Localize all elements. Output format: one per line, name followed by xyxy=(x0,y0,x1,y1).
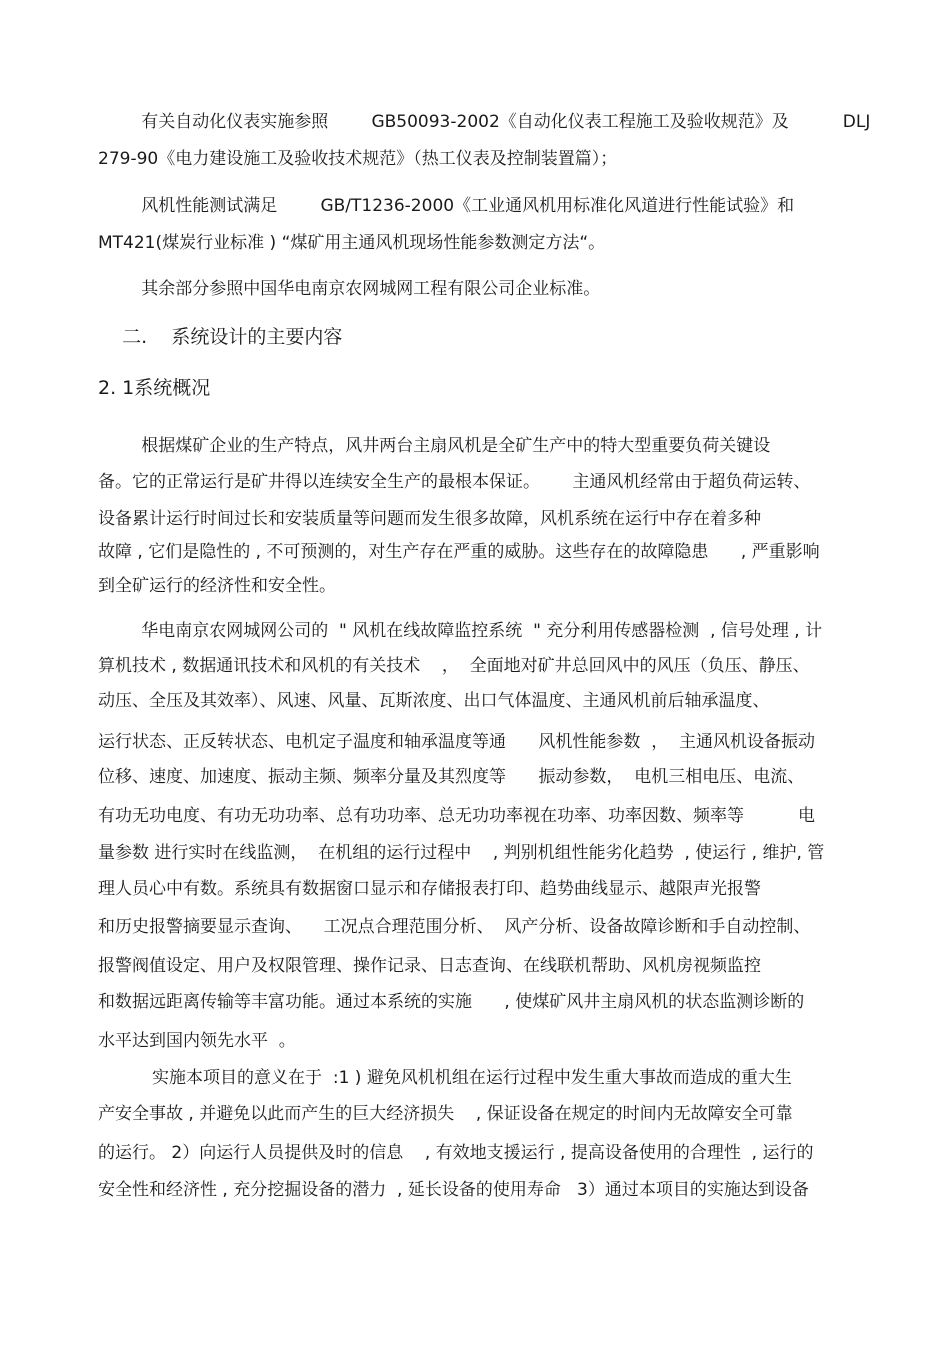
text-line: 根据煤矿企业的生产特点，风井两台主扇风机是全矿生产中的特大型重要负荷关键设 xyxy=(98,436,771,456)
text-line: 运行状态、正反转状态、电机定子温度和轴承温度等通 风机性能参数 ， 主通风机设备振动 xyxy=(98,732,816,752)
text-line: 有关自动化仪表实施参照 GB50093-2002《自动化仪表工程施工及验收规范》及 DLJ xyxy=(98,112,871,132)
text-line: 理人员心中有数。系统具有数据窗口显示和存储报表打印、趋势曲线显示、越限声光报警 xyxy=(98,879,761,899)
text-line: 位移、速度、加速度、振动主频、频率分量及其烈度等 振动参数， 电机三相电压、电流、 xyxy=(98,767,805,787)
text-line: MT421(煤炭行业标准 ) “煤矿用主通风机现场性能参数测定方法“。 xyxy=(98,233,606,253)
text-line: 279-90《电力建设施工及验收技术规范》（热工仪表及控制装置篇）； xyxy=(98,149,618,169)
text-line: 的运行。 2）向运行人员提供及时的信息 , 有效地支援运行 , 提高设备使用的合理性 , 运行的 xyxy=(98,1143,814,1163)
text-line: 实施本项目的意义在于 :1 ) 避免风机机组在运行过程中发生重大事故而造成的重大生 xyxy=(98,1068,792,1088)
text-line: 和历史报警摘要显示查询、 工况点合理范围分析、 风产分析、设备故障诊断和手自动控制、 xyxy=(98,917,811,937)
text-line: 动压、全压及其效率）、风速、风量、瓦斯浓度、出口气体温度、主通风机前后轴承温度、 xyxy=(98,691,770,711)
text-line: 和数据远距离传输等丰富功能。通过本系统的实施 , 使煤矿风井主扇风机的状态监测诊断的 xyxy=(98,992,805,1012)
text-line: 有功无功电度、有功无功功率、总有功功率、总无功功率视在功率、功率因数、频率等 电 xyxy=(98,806,816,826)
text-line: 产安全事故 , 并避免以此而产生的巨大经济损失 , 保证设备在规定的时间内无故障安全可靠 xyxy=(98,1104,793,1124)
text-line: 故障 , 它们是隐性的 , 不可预测的，对生产存在严重的威胁。这些存在的故障隐患 , 严重影响 xyxy=(98,542,820,562)
text-line: 安全性和经济性 , 充分挖掘设备的潜力 , 延长设备的使用寿命 3）通过本项目的实施达到设备 xyxy=(98,1180,809,1200)
text-line: 水平达到国内领先水平 。 xyxy=(98,1031,296,1051)
text-line: 量参数 进行实时在线监测， 在机组的运行过程中 , 判别机组性能劣化趋势 , 使运行 , 维护, 管 xyxy=(98,843,825,863)
text-line: 备。它的正常运行是矿井得以连续安全生产的最根本保证。 主通风机经常由于超负荷运转、 xyxy=(98,472,811,492)
text-line: 华电南京农网城网公司的 " 风机在线故障监控系统 " 充分利用传感器检测 , 信号处理 , 计 xyxy=(98,621,823,641)
text-line: 风机性能测试满足 GB/T1236-2000《工业通风机用标准化风道进行性能试验》和 xyxy=(98,196,795,216)
text-line: 设备累计运行时间过长和安装质量等问题而发生很多故障，风机系统在运行中存在着多种 xyxy=(98,509,761,529)
section-heading: 二. 系统设计的主要内容 xyxy=(98,326,343,348)
text-line: 报警阀值设定、用户及权限管理、操作记录、日志查询、在线联机帮助、风机房视频监控 xyxy=(98,956,761,976)
text-line: 其余部分参照中国华电南京农网城网工程有限公司企业标准。 xyxy=(98,279,601,299)
text-line: 到全矿运行的经济性和安全性。 xyxy=(98,576,336,596)
text-line: 算机技术 , 数据通讯技术和风机的有关技术 ， 全面地对矿井总回风中的风压（负压、静压、 xyxy=(98,656,810,676)
subsection-heading: 2. 1系统概况 xyxy=(98,377,211,399)
